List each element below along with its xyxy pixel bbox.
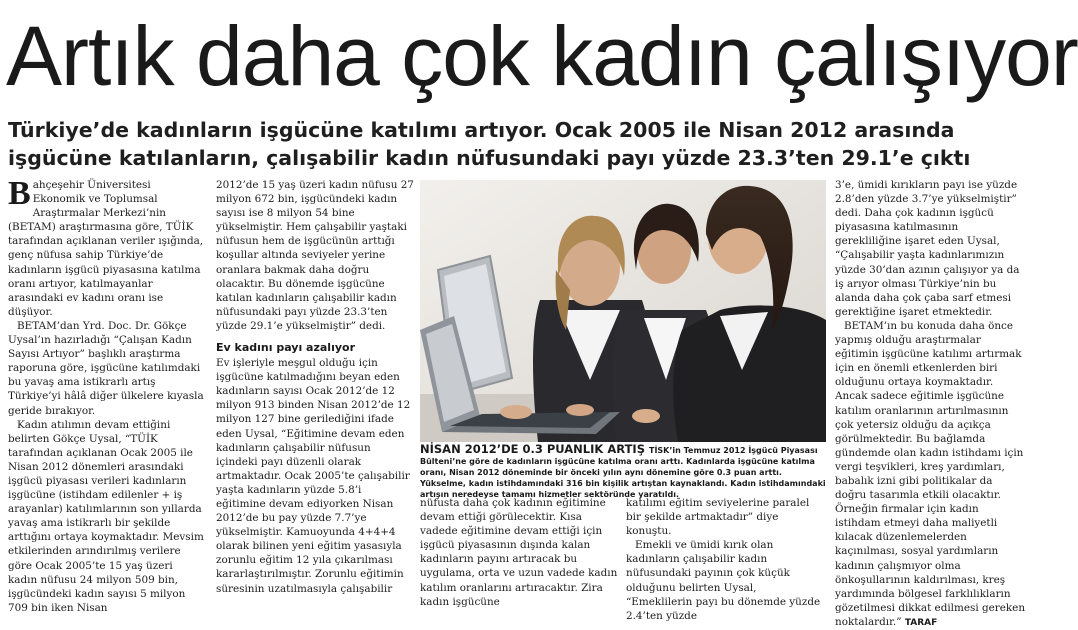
article-column-2 (216, 178, 414, 606)
drop-cap: B (8, 175, 31, 212)
column-4-paragraph-1: katılımı eğitim seviyelerine paralel bir şekilde artmaktadır” diye konuştu. (626, 497, 810, 538)
column-1-paragraph-3: Kadın atılımın devam ettiğini belirten Gökçe Uysal, “TÜİK tarafından açıklanan Ocak 2005 ile Nisan 2012 dönemleri arasındaki işgücü piyasası verileri kadınların işgücüne (istihdam edilenler + iş arayanlar) katılımlarının son yıllarda yavaş ama istikrarlı bir şekilde arttığını ortaya koymaktadır. Mevsim etkilerinden arındırılmış verilere göre Ocak 2005’te 15 yaş üzeri kadın nüfusu 24 milyon 509 bin, işgücündeki kadın sayısı 5 milyon 709 bin iken Nisan (8, 418, 204, 614)
column-1-paragraph-2: BETAM’dan Yrd. Doc. Dr. Gökçe Uysal’ın hazırladığı “Çalışan Kadın Sayısı Artıyor” başlıklı araştırma raporuna göre, işgücüne katılımdaki bu yavaş ama istikrarlı artış Türkiye’yi hâlâ diğer ülkelere kıyasla geride bırakıyor. (8, 319, 204, 417)
column-1-paragraph-1 (8, 175, 204, 319)
article-subheadline: Türkiye’de kadınların işgücüne katılımı artıyor. Ocak 2005 ile Nisan 2012 arasında işgücüne katılanların, çalışabilir kadın nüfusundaki payı yüzde 23.3’ten 29.1’e çıktı (8, 118, 971, 170)
column-2-paragraph-1: 2012’de 15 yaş üzeri kadın nüfusu 27 milyon 672 bin, işgücündeki kadın sayısı ise 8 milyon 54 bine yükselmiştir. Hem çalışabilir yaştaki nüfusun hem de işgücünün arttığı koşullar altında seviyeler yerine oranlara bakmak daha doğru olacaktır. Bu dönemde işgücüne katılan kadınların çalışabilir kadın nüfusundaki payı yüzde 23.3’ten yüzde 29.1’e yükselmiştir” dedi. (216, 179, 414, 332)
article-headline: Artık daha çok kadın çalışıyor (6, 9, 1078, 103)
column-5-paragraph-2-text: BETAM’ın bu konuda daha önce yapmış olduğu araştırmalar eğitimin işgücüne katılımı artırmak için en önemli etkenlerden biri olduğunu ortaya koymaktadır. Ancak sadece eğitimle işgücüne katılım oranlarının artırılmasının çok yetersiz olduğu da açıkça görülmektedir. Bu bağlamda gündemde olan kadın istihdamı için vergi teşvikleri, kreş yardımları, babalık izni gibi politikalar da doğru tasarımla etkili olacaktır. Örneğin firmalar için kadın istihdam etmeyi daha maliyetli kılacak düzenlemelerden kaçınılması, sosyal yardımların kadının çalışmıyor olma önkoşullarının kaldırılması, kreş yardımında bölgesel farklılıkların gözetilmesi dikkat edilmesi gereken noktalardır.” (835, 319, 1026, 628)
column-4-paragraph-2: Emekli ve ümidi kırık olan kadınların çalışabilir kadın nüfusundaki payının çok küçük olduğunu belirten Uysal, “Emeklilerin payı bu dönemde yüzde 2.4’ten yüzde (626, 539, 821, 622)
column-2-paragraph-2: Ev işleriyle meşgul olduğu için işgücüne katılmadığını beyan eden kadınların sayısı Ocak 2012’de 12 milyon 913 binden Nisan 2012’de 12 milyon 127 bine gerilediğini ifade eden Uysal, “Eğitimine devam eden kadınların çalışabilir nüfusun içindeki payı düzenli olarak artmaktadır. Ocak 2005’te çalışabilir yaşta kadınların yüzde 5.8’i eğitimine devam ediyorken Nisan 2012’de bu pay yüzde 7.7’ye yükselmiştir. Kamuoyunda 4+4+4 olarak bilinen yeni eğitim yasasıyla zorunlu eğitim 12 yıla çıkarılması kararlaştırılmıştır. Zorunlu eğitimin süresinin uzatılmasıyla çalışabilir (216, 357, 411, 595)
column-5-paragraph-2 (835, 319, 1025, 630)
caption-title: NİSAN 2012’DE 0.3 PUANLIK ARTIŞ (420, 442, 645, 456)
section-heading: Ev kadını payı azalıyor (216, 341, 355, 355)
article-column-1 (8, 175, 204, 614)
article-column-5 (835, 178, 1026, 628)
column-5-paragraph-1: 3’e, ümidi kırıkların payı ise yüzde 2.8’den yüzde 3.7’ye yükselmiştir” dedi. Daha çok kadının işgücü piyasasına katılmasının gerekliliğine işaret eden Uysal, “Çalışabilir yaşta kadınlarımızın yüzde 30’dan azının çalışıyor ya da iş arıyor olması Türkiye’nin bu alanda daha çok çaba sarf etmesi gerektiğine işaret etmektedir. (835, 179, 1020, 318)
caption-text: TİSK’in Temmuz 2012 İşgücü Piyasası Bülteni’ne göre de kadınların işgücüne katılma oranı arttı. Kadınlarda işgücüne katılma oranı, Nisan 2012 döneminde bir önceki yılın aynı dönemine göre 0.3 puan arttı. Yükselme, kadın istihdamındaki 316 bin kişilik artıştan kaynaklandı. Kadın istihdamındaki artışın neredeyse tamamı hizmetler sektöründe yaratıldı. (420, 446, 826, 499)
women-at-laptop-photo (420, 180, 826, 442)
source-signature: TARAF (904, 617, 938, 628)
column-1-paragraph-1-text: ahçeşehir Üniversitesi Ekonomik ve Toplumsal Araştırmalar Merkezi’nin (BETAM) araştırmasına göre, TÜİK tarafından açıklanan veriler ışığında, genç nüfusa sahip Türkiye’de kadınların işgücü piyasasına katılma oranı artıyor, katılmayanlar arasındaki ev kadını oranı ise düşüyor. (8, 179, 204, 318)
article-photo (420, 180, 826, 442)
article-column-3 (420, 496, 618, 606)
photo-caption (420, 442, 826, 499)
column-3-paragraph-1: nüfusta daha çok kadının eğitimine devam ettiği görülecektir. Kısa vadede eğitimine devam ettiği için işgücü piyasasının dışında kalan kadınların payını artıracak bu uygulama, orta ve uzun vadede kadın katılım oranlarını artıracaktır. Zira kadın işgücüne (420, 497, 618, 608)
article-column-4 (626, 496, 822, 622)
